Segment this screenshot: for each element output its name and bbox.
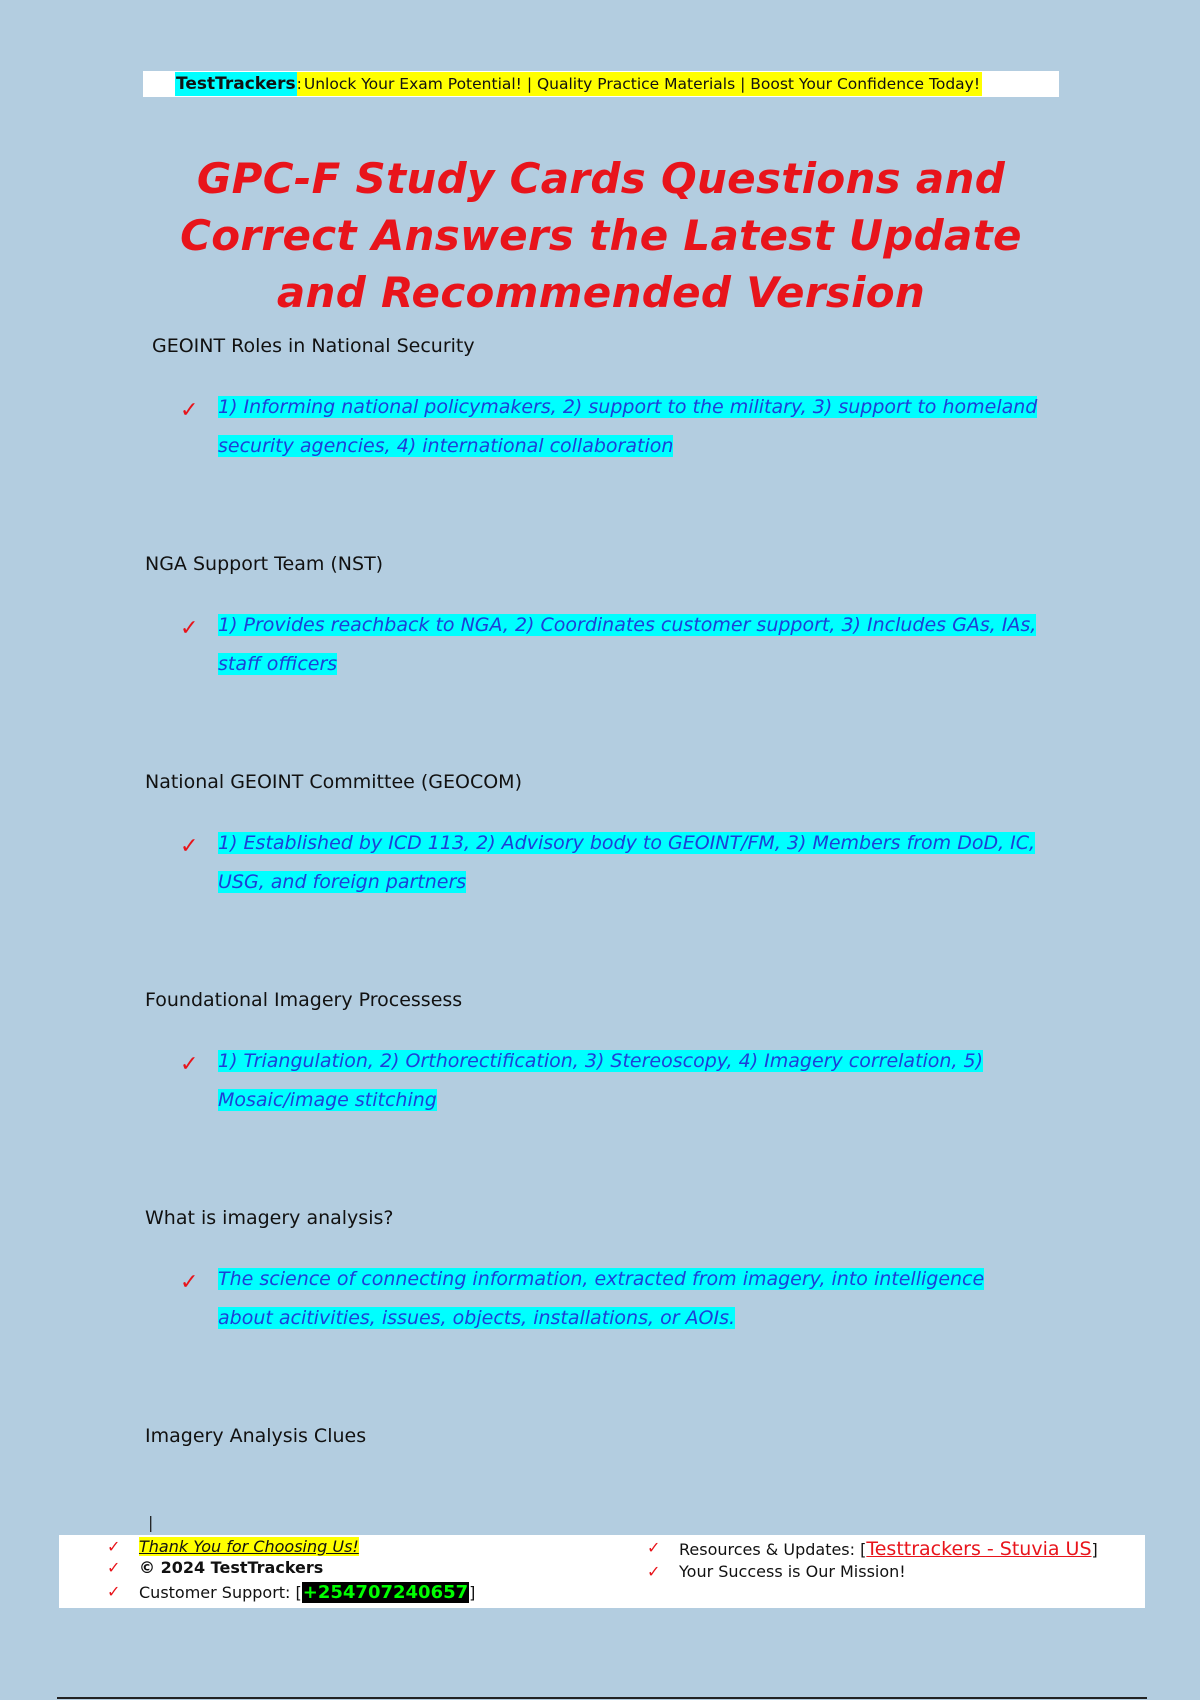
answer-5: The science of connecting information, extracted from imagery, into intelligence about acitivities, issues, objects, installations, or AOIs. xyxy=(218,1268,985,1329)
check-icon: ✓ xyxy=(107,1537,121,1556)
answer-3: 1) Established by ICD 113, 2) Advisory body to GEOINT/FM, 3) Members from DoD, IC, USG, and foreign partners xyxy=(218,832,1036,893)
banner-tagline: Unlock Your Exam Potential! | Quality Practice Materials | Boost Your Confidence Today! xyxy=(304,72,982,96)
document-title: GPC-F Study Cards Questions and Correct Answers the Latest Update and Recommended Version xyxy=(180,154,1022,317)
check-icon: ✓ xyxy=(107,1558,121,1577)
check-icon: ✓ xyxy=(180,616,199,641)
question-5: What is imagery analysis? xyxy=(145,1207,394,1229)
resources-link[interactable]: Testtrackers - Stuvia US xyxy=(866,1538,1092,1560)
check-icon: ✓ xyxy=(647,1538,661,1557)
question-4: Foundational Imagery Processess xyxy=(145,989,463,1011)
support-phone[interactable]: +254707240657 xyxy=(302,1582,469,1603)
answer-1: 1) Informing national policymakers, 2) support to the military, 3) support to homeland security agencies, 4) international collaboration xyxy=(218,396,1038,457)
header-banner xyxy=(143,71,1059,97)
brand-name: TestTrackers xyxy=(176,74,296,94)
check-icon: ✓ xyxy=(180,834,199,859)
footer: ✓ Thank You for Choosing Us! ✓ © 2024 TestTrackers ✓ Customer Support: [+254707240657] ✓ Resources & Updates: [Testtrackers - Stuvia US] ✓ Your Success is Our Mission! xyxy=(59,1535,1145,1608)
question-6: Imagery Analysis Clues xyxy=(145,1425,367,1447)
answer-4: 1) Triangulation, 2) Orthorectification, 3) Stereoscopy, 4) Imagery correlation, 5) Mosaic/image stitching xyxy=(218,1050,984,1111)
question-3: National GEOINT Committee (GEOCOM) xyxy=(145,771,522,793)
answer-2: 1) Provides reachback to NGA, 2) Coordinates customer support, 3) Includes GAs, IAs, staff officers xyxy=(218,614,1037,675)
check-icon: ✓ xyxy=(180,1052,199,1077)
check-icon: ✓ xyxy=(107,1582,121,1601)
page-divider xyxy=(57,1697,1147,1699)
banner-separator: : xyxy=(297,72,304,96)
check-icon: ✓ xyxy=(180,398,199,423)
check-icon: ✓ xyxy=(647,1562,661,1581)
check-icon: ✓ xyxy=(180,1270,199,1295)
question-1: GEOINT Roles in National Security xyxy=(152,335,475,357)
text-cursor: | xyxy=(148,1513,154,1532)
question-2: NGA Support Team (NST) xyxy=(145,553,384,575)
